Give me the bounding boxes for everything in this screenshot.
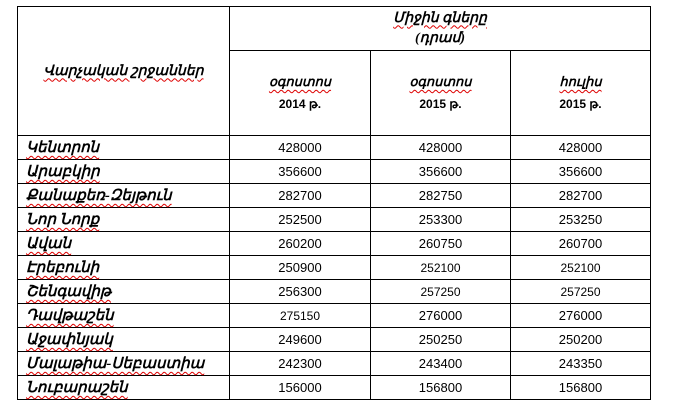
district-name: Քանաքեռ-Զեյթուն [18,184,230,208]
price-cell: 256300 [230,280,371,304]
price-cell: 156800 [511,376,651,400]
table-row [18,136,651,160]
table-row [18,352,651,376]
average-price-title: Միջին գները [393,10,487,26]
table-row [18,184,651,208]
district-name: Մալաթիա-Սեբաստիա [18,352,230,376]
district-name: Աջափնյակ [18,328,230,352]
price-cell: 356600 [371,160,511,184]
price-cell: 257250 [511,280,651,304]
table-row [18,160,651,184]
price-cell: 156000 [230,376,371,400]
price-cell: 260200 [230,232,371,256]
price-cell: 242300 [230,352,371,376]
table-row [18,304,651,328]
price-cell: 257250 [371,280,511,304]
table-row [18,328,651,352]
district-name: Շենգավիթ [18,280,230,304]
price-cell: 253300 [371,208,511,232]
price-cell: 275150 [230,304,371,328]
price-cell: 260700 [511,232,651,256]
price-cell: 156800 [371,376,511,400]
price-cell: 243350 [511,352,651,376]
table-row [18,232,651,256]
average-price-header [230,7,651,51]
price-cell: 252500 [230,208,371,232]
price-cell: 252100 [371,256,511,280]
period-header-3: հուլիս 2015 թ. [511,51,651,136]
price-cell: 356600 [511,160,651,184]
price-cell: 253250 [511,208,651,232]
price-table-container [17,6,651,400]
price-cell: 282750 [371,184,511,208]
district-name: Դավթաշեն [18,304,230,328]
price-cell: 260750 [371,232,511,256]
district-name: Նուբարաշեն [18,376,230,400]
price-cell: 276000 [371,304,511,328]
price-table [17,6,651,400]
price-cell: 249600 [230,328,371,352]
table-row [18,376,651,400]
price-cell: 356600 [230,160,371,184]
district-column-header: Վարչական շրջաններ [18,7,230,136]
table-row [18,280,651,304]
price-cell: 250900 [230,256,371,280]
price-cell: 428000 [371,136,511,160]
price-cell: 282700 [511,184,651,208]
district-name: Էրեբունի [18,256,230,280]
district-name: Կենտրոն [18,136,230,160]
price-cell: 243400 [371,352,511,376]
district-name: Ավան [18,232,230,256]
price-cell: 282700 [230,184,371,208]
price-cell: 428000 [511,136,651,160]
price-cell: 252100 [511,256,651,280]
district-name: Արաբկիր [18,160,230,184]
period-header-2: օգոստոս 2015 թ. [371,51,511,136]
table-row [18,256,651,280]
table-row [18,208,651,232]
price-cell: 428000 [230,136,371,160]
district-name: Նոր Նորք [18,208,230,232]
price-cell: 276000 [511,304,651,328]
period-header-1: օգոստոս 2014 թ. [230,51,371,136]
price-cell: 250250 [371,328,511,352]
price-cell: 250200 [511,328,651,352]
currency-unit: (դրամ) [415,30,465,46]
